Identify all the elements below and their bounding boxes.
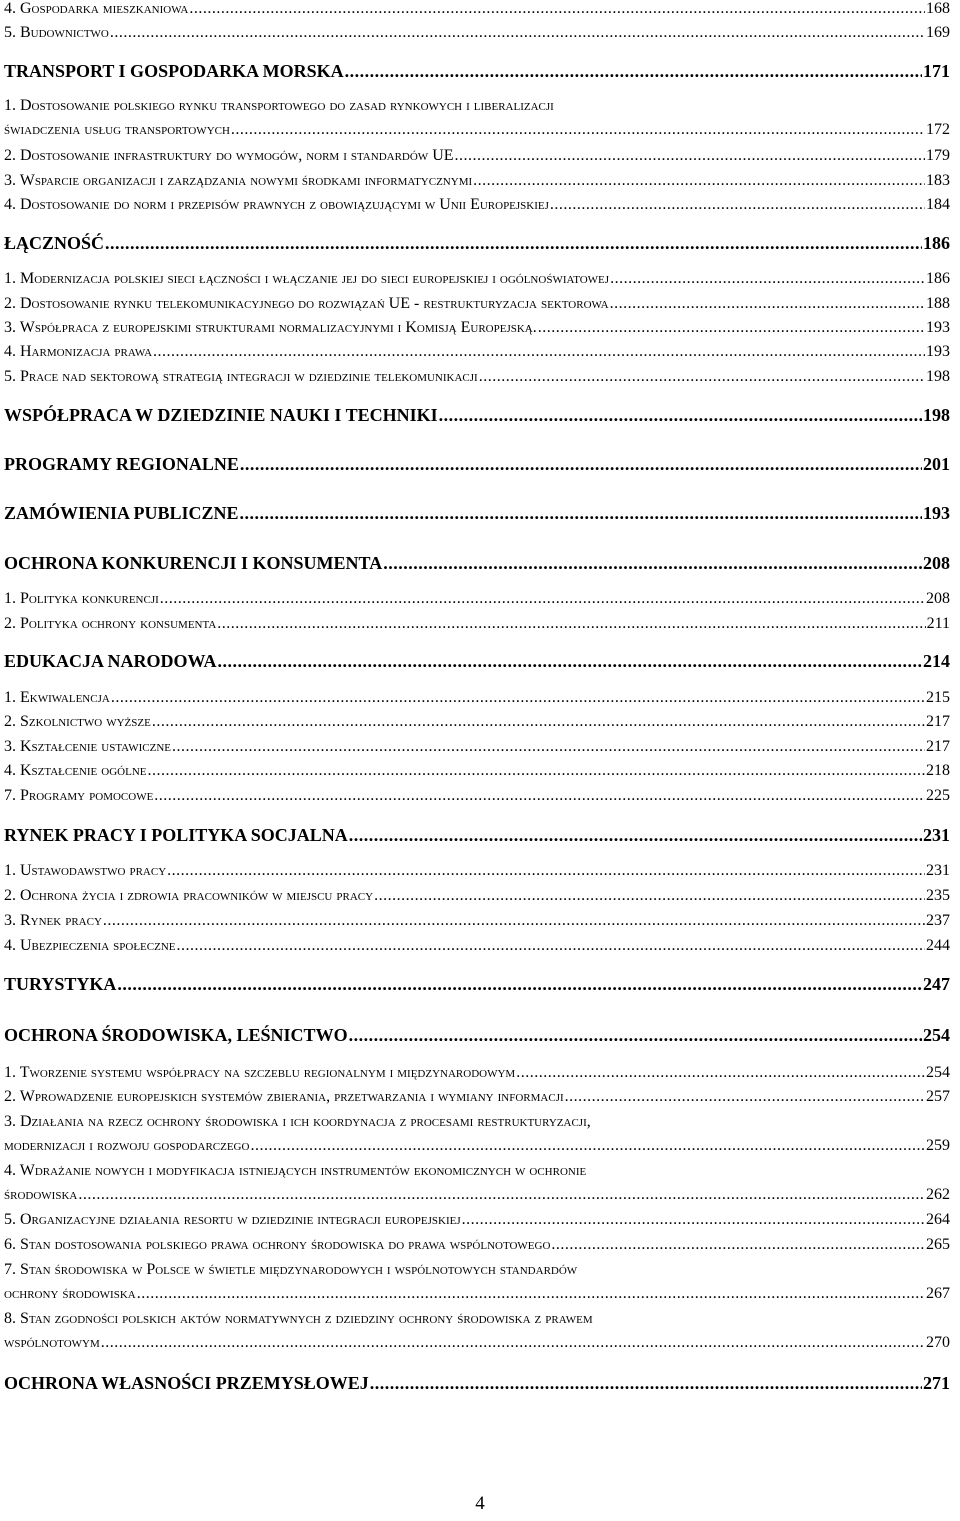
leader-dots — [154, 787, 925, 805]
toc-entry-page: 193 — [926, 319, 950, 336]
toc-entry[interactable] — [4, 1211, 950, 1229]
toc-entry-page: 254 — [926, 1064, 950, 1081]
leader-dots — [345, 61, 922, 82]
toc-entry[interactable] — [4, 147, 950, 165]
toc-entry[interactable] — [4, 319, 950, 337]
toc-entry-title: 4. Ubezpieczenia społeczne — [4, 937, 176, 954]
toc-entry-title: 4. Dostosowanie do norm i przepisów prawnych z obowiązującymi w Unii Europejskiej — [4, 196, 549, 213]
toc-entry-first-line — [4, 1261, 950, 1279]
leader-dots — [111, 689, 925, 707]
toc-entry-first-line — [4, 1162, 950, 1180]
toc-entry-title: świadczenia usług transportowych — [4, 121, 230, 138]
toc-entry-title-line1: 3. Działania na rzecz ochrony środowiska i ich koordynacja z procesami restrukturyzacji, — [4, 1113, 591, 1130]
toc-heading-title: WSPÓŁPRACA W DZIEDZINIE NAUKI I TECHNIKI — [4, 405, 438, 425]
toc-heading-page: 247 — [923, 974, 950, 994]
toc-entry[interactable] — [4, 912, 950, 930]
toc-entry-title: 2. Wprowadzenie europejskich systemów zbierania, przetwarzania i wymiany informacji — [4, 1088, 564, 1105]
toc-entry-title: ochrony środowiska — [4, 1285, 136, 1302]
toc-heading[interactable] — [4, 1025, 950, 1046]
toc-entry-page: 168 — [926, 0, 950, 17]
toc-entry-title: 5. Budownictwo — [4, 24, 109, 41]
toc-entry-title: 4. Gospodarka mieszkaniowa — [4, 0, 189, 17]
toc-entry[interactable] — [4, 270, 950, 288]
toc-heading-title: OCHRONA WŁASNOŚCI PRZEMYSŁOWEJ — [4, 1373, 369, 1393]
leader-dots — [610, 295, 925, 313]
toc-entry-first-line — [4, 97, 950, 115]
toc-heading-page: 231 — [923, 825, 950, 845]
leader-dots — [137, 1285, 925, 1303]
toc-entry-page: 270 — [926, 1334, 950, 1351]
toc-heading[interactable] — [4, 61, 950, 82]
toc-entry-title: 1. Ekwiwalencja — [4, 689, 110, 706]
toc-entry[interactable] — [4, 1334, 950, 1352]
toc-entry-page: 231 — [926, 862, 950, 879]
leader-dots — [217, 615, 925, 633]
page-number: 4 — [475, 1493, 485, 1514]
leader-dots — [117, 974, 922, 995]
toc-entry[interactable] — [4, 787, 950, 805]
toc-entry-page: 193 — [926, 343, 950, 360]
toc-heading-page: 171 — [923, 61, 950, 81]
toc-entry-title: 3. Kształcenie ustawiczne — [4, 738, 172, 755]
toc-entry-page: 267 — [926, 1285, 950, 1302]
toc-entry-title: 1. Polityka konkurencji — [4, 590, 159, 607]
toc-entry-title: wspólnotowym — [4, 1334, 100, 1351]
toc-entry-first-line — [4, 1310, 950, 1328]
toc-entry[interactable] — [4, 121, 950, 139]
toc-entry-page: 217 — [926, 738, 950, 755]
toc-heading-page: 271 — [923, 1373, 950, 1393]
toc-entry[interactable] — [4, 713, 950, 731]
toc-entry[interactable] — [4, 590, 950, 608]
toc-entry-title: 2. Polityka ochrony konsumenta — [4, 615, 217, 632]
toc-entry-page: 218 — [926, 762, 950, 779]
toc-entry-title: 4. Kształcenie ogólne — [4, 762, 147, 779]
leader-dots — [565, 1088, 925, 1106]
toc-entry-page: 179 — [926, 147, 950, 164]
toc-entry-page: 172 — [926, 121, 950, 138]
leader-dots — [538, 319, 925, 337]
toc-entry-title-line1: 1. Dostosowanie polskiego rynku transportowego do zasad rynkowych i liberalizacji — [4, 97, 554, 114]
toc-entry-title: 1. Tworzenie systemu współpracy na szczeblu regionalnym i międzynarodowym — [4, 1064, 516, 1081]
toc-entry[interactable] — [4, 689, 950, 707]
toc-entry[interactable] — [4, 0, 950, 18]
toc-entry[interactable] — [4, 295, 950, 313]
toc-heading[interactable] — [4, 825, 950, 846]
leader-dots — [105, 233, 922, 254]
toc-entry-title: modernizacji i rozwoju gospodarczego — [4, 1137, 250, 1154]
toc-entry-title: 5. Prace nad sektorową strategią integracji w dziedzinie telekomunikacji — [4, 368, 478, 385]
leader-dots — [250, 1137, 925, 1155]
leader-dots — [550, 196, 925, 214]
leader-dots — [177, 937, 926, 955]
toc-entry[interactable] — [4, 1088, 950, 1106]
toc-entry[interactable] — [4, 196, 950, 214]
leader-dots — [101, 1334, 925, 1352]
leader-dots — [479, 368, 925, 386]
toc-heading[interactable] — [4, 233, 950, 254]
toc-heading-title: RYNEK PRACY I POLITYKA SOCJALNA — [4, 825, 348, 845]
leader-dots — [551, 1236, 925, 1254]
toc-entry-title: 6. Stan dostosowania polskiego prawa ochrony środowiska do prawa wspólnotowego — [4, 1236, 551, 1253]
toc-heading[interactable] — [4, 553, 950, 574]
toc-entry[interactable] — [4, 887, 950, 905]
toc-entry-page: 186 — [926, 270, 950, 287]
toc-heading-page: 186 — [923, 233, 950, 253]
toc-heading-page: 198 — [923, 405, 950, 425]
toc-entry-page: 183 — [926, 172, 950, 189]
toc-entry-title-line1: 7. Stan środowiska w Polsce w świetle międzynarodowych i wspólnotowych standardów — [4, 1261, 578, 1278]
toc-heading-title: TURYSTYKA — [4, 974, 117, 994]
toc-entry-page: 215 — [926, 689, 950, 706]
leader-dots — [218, 651, 922, 672]
toc-heading-title: EDUKACJA NARODOWA — [4, 651, 217, 671]
leader-dots — [103, 912, 925, 930]
leader-dots — [110, 24, 925, 42]
toc-heading[interactable] — [4, 974, 950, 995]
leader-dots — [383, 553, 922, 574]
toc-entry[interactable] — [4, 368, 950, 386]
leader-dots — [516, 1064, 925, 1082]
leader-dots — [473, 172, 925, 190]
toc-entry-page: 169 — [926, 24, 950, 41]
leader-dots — [349, 1025, 922, 1046]
toc-entry-page: 198 — [926, 368, 950, 385]
toc-entry[interactable] — [4, 172, 950, 190]
toc-entry-title: 3. Współpraca z europejskimi strukturami normalizacyjnymi i Komisją Europejską. — [4, 319, 537, 336]
toc-heading-page: 208 — [923, 553, 950, 573]
toc-entry-first-line — [4, 1113, 950, 1131]
leader-dots — [349, 825, 922, 846]
toc-entry[interactable] — [4, 1064, 950, 1082]
toc-entry-page: 188 — [926, 295, 950, 312]
toc-entry[interactable] — [4, 762, 950, 780]
toc-entry[interactable] — [4, 343, 950, 361]
leader-dots — [610, 270, 925, 288]
leader-dots — [240, 454, 922, 475]
toc-heading-title: ŁĄCZNOŚĆ — [4, 233, 105, 253]
toc-entry-page: 211 — [926, 615, 950, 632]
toc-entry-page: 257 — [926, 1088, 950, 1105]
leader-dots — [374, 887, 925, 905]
leader-dots — [148, 762, 926, 780]
leader-dots — [455, 147, 925, 165]
toc-entry-page: 244 — [926, 937, 950, 954]
leader-dots — [167, 862, 925, 880]
leader-dots — [160, 590, 925, 608]
toc-heading[interactable] — [4, 651, 950, 672]
toc-heading-title: TRANSPORT I GOSPODARKA MORSKA — [4, 61, 344, 81]
toc-entry-title: 7. Programy pomocowe — [4, 787, 154, 804]
toc-entry-page: 259 — [926, 1137, 950, 1154]
toc-entry[interactable] — [4, 1236, 950, 1254]
toc-heading[interactable] — [4, 503, 950, 524]
toc-entry[interactable] — [4, 738, 950, 756]
toc-entry-title: 3. Rynek pracy — [4, 912, 102, 929]
toc-entry-page: 208 — [926, 590, 950, 607]
toc-entry[interactable] — [4, 24, 950, 42]
leader-dots — [240, 503, 922, 524]
leader-dots — [439, 405, 922, 426]
toc-entry-title: 1. Ustawodawstwo pracy — [4, 862, 167, 879]
toc-entry-page: 262 — [926, 1186, 950, 1203]
toc-entry-title: 2. Dostosowanie rynku telekomunikacyjnego do rozwiązań UE - restrukturyzacja sektorowa — [4, 295, 609, 312]
toc-heading-page: 254 — [923, 1025, 950, 1045]
leader-dots — [189, 0, 925, 18]
toc-entry-page: 237 — [926, 912, 950, 929]
leader-dots — [231, 121, 925, 139]
leader-dots — [370, 1373, 922, 1394]
toc-entry[interactable] — [4, 1285, 950, 1303]
toc-entry[interactable] — [4, 1186, 950, 1204]
toc-entry-title-line1: 4. Wdrażanie nowych i modyfikacja istniejących instrumentów ekonomicznych w ochronie — [4, 1162, 587, 1179]
toc-entry[interactable] — [4, 1137, 950, 1155]
toc-heading-title: OCHRONA KONKURENCJI I KONSUMENTA — [4, 553, 383, 573]
toc-heading-title: PROGRAMY REGIONALNE — [4, 454, 239, 474]
toc-entry-page: 265 — [926, 1236, 950, 1253]
toc-entry-page: 184 — [926, 196, 950, 213]
toc-entry[interactable] — [4, 615, 950, 633]
toc-entry-title: 5. Organizacyjne działania resortu w dziedzinie integracji europejskiej — [4, 1211, 461, 1228]
toc-entry-title: 4. Harmonizacja prawa — [4, 343, 153, 360]
toc-entry-title: 2. Ochrona życia i zdrowia pracowników w miejscu pracy — [4, 887, 374, 904]
toc-heading-page: 214 — [923, 651, 950, 671]
toc-entry[interactable] — [4, 862, 950, 880]
toc-entry[interactable] — [4, 937, 950, 955]
leader-dots — [78, 1186, 925, 1204]
toc-entry-title: środowiska — [4, 1186, 78, 1203]
toc-heading[interactable] — [4, 1373, 950, 1394]
leader-dots — [153, 343, 925, 361]
toc-entry-page: 225 — [926, 787, 950, 804]
toc-heading-page: 201 — [923, 454, 950, 474]
toc-entry-page: 235 — [926, 887, 950, 904]
toc-heading[interactable] — [4, 454, 950, 475]
toc-entry-title: 2. Szkolnictwo wyższe — [4, 713, 151, 730]
leader-dots — [172, 738, 925, 756]
leader-dots — [152, 713, 925, 731]
toc-entry-page: 264 — [926, 1211, 950, 1228]
toc-entry-title-line1: 8. Stan zgodności polskich aktów normatywnych z dziedziny ochrony środowiska z prawem — [4, 1310, 593, 1327]
toc-entry-title: 1. Modernizacja polskiej sieci łączności i włączanie jej do sieci europejskiej i ogólnoświatowej — [4, 270, 610, 287]
leader-dots — [462, 1211, 925, 1229]
toc-entry-page: 217 — [926, 713, 950, 730]
toc-heading-page: 193 — [923, 503, 950, 523]
toc-heading-title: ZAMÓWIENIA PUBLICZNE — [4, 503, 239, 523]
toc-heading-title: OCHRONA ŚRODOWISKA, LEŚNICTWO — [4, 1025, 348, 1045]
toc-entry-title: 2. Dostosowanie infrastruktury do wymogów, norm i standardów UE — [4, 147, 454, 164]
toc-heading[interactable] — [4, 405, 950, 426]
toc-entry-title: 3. Wsparcie organizacji i zarządzania nowymi środkami informatycznymi — [4, 172, 473, 189]
